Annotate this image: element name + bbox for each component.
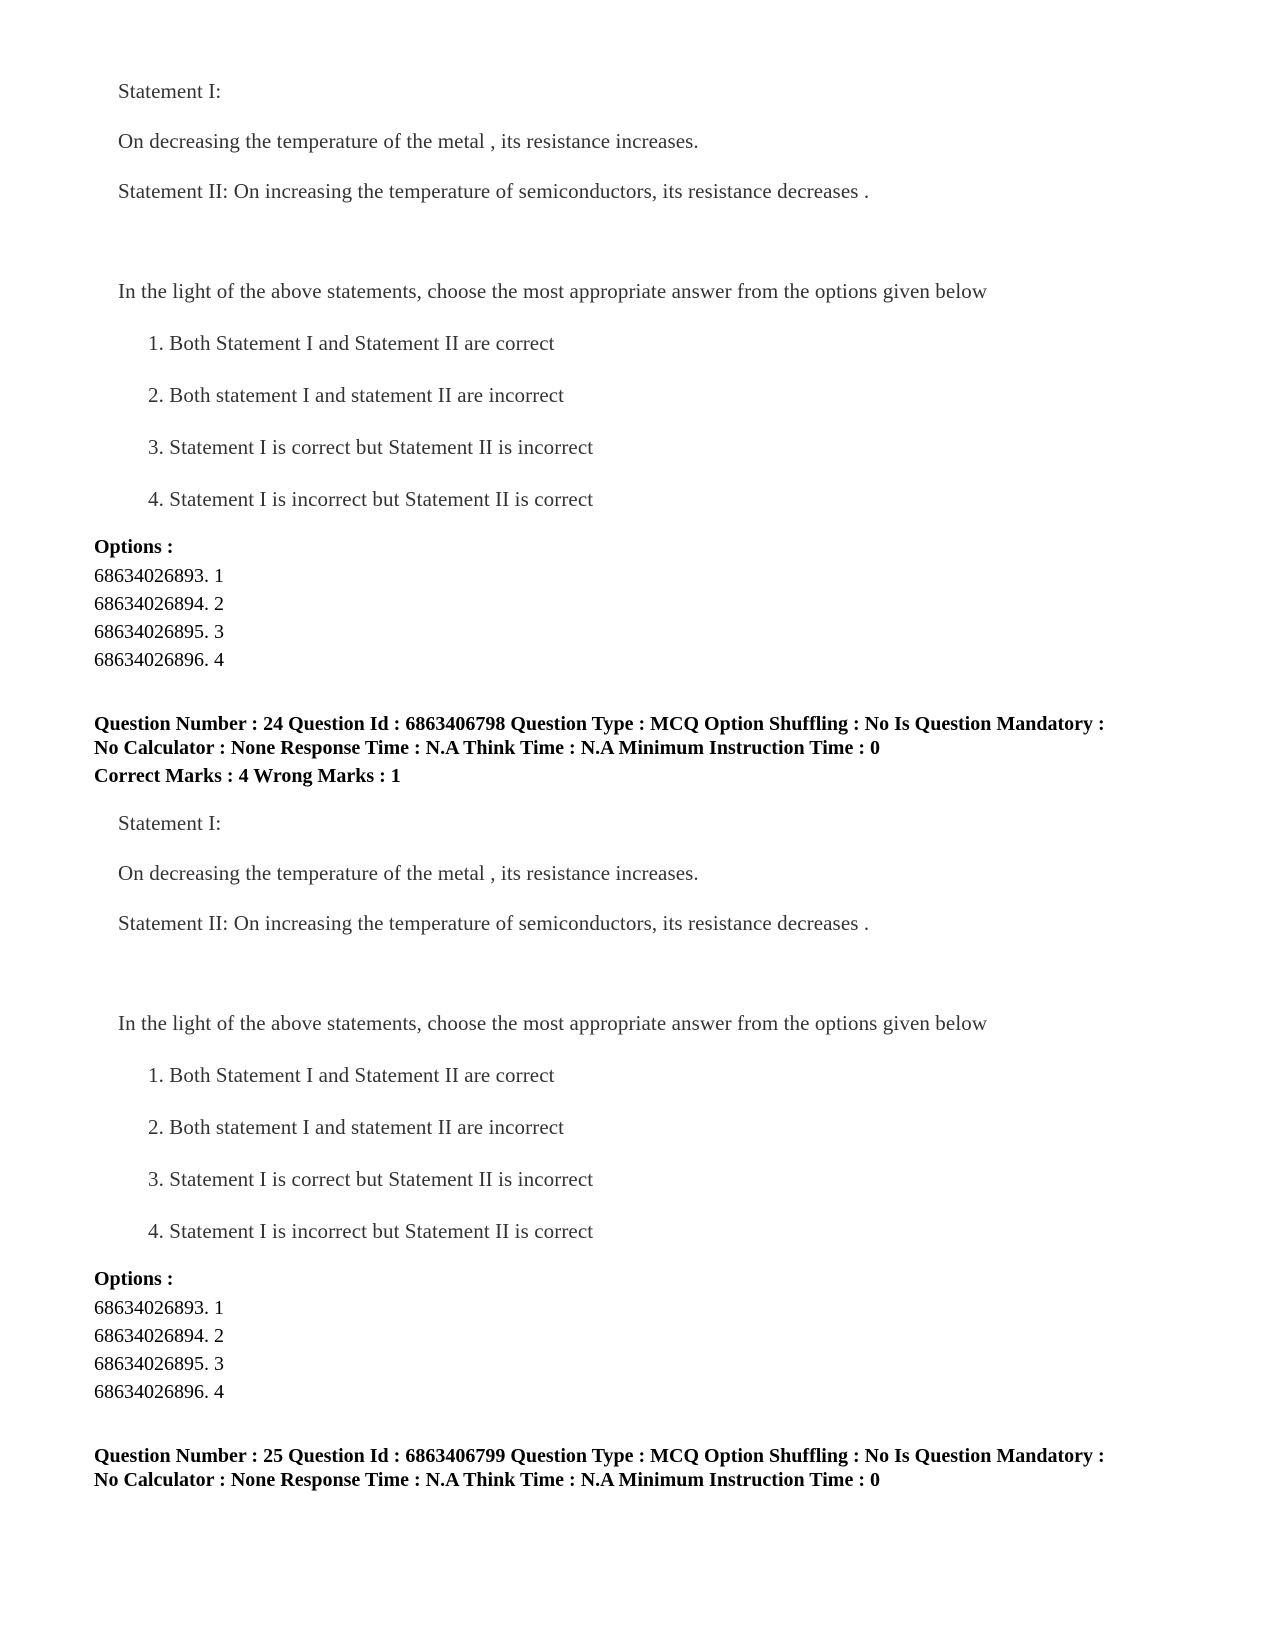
question-image-block-1 [118, 76, 1118, 516]
option-row: 68634026896. 4 [94, 1381, 224, 1403]
question-meta-line-2: No Calculator : None Response Time : N.A Think Time : N.A Minimum Instruction Time : 0 [94, 737, 880, 759]
choice-1: 1. Both Statement I and Statement II are correct [148, 331, 555, 355]
statement-i-label: Statement I: [118, 79, 222, 103]
question-prompt: In the light of the above statements, choose the most appropriate answer from the options given below [118, 1011, 988, 1035]
option-row: 68634026896. 4 [94, 649, 224, 671]
choice-4: 4. Statement I is incorrect but Statement II is correct [148, 1219, 594, 1243]
choice-1: 1. Both Statement I and Statement II are correct [148, 1063, 555, 1087]
statement-i-text: On decreasing the temperature of the metal , its resistance increases. [118, 129, 699, 153]
statement-ii-text: Statement II: On increasing the temperature of semiconductors, its resistance decreases . [118, 179, 870, 203]
statement-i-label: Statement I: [118, 811, 222, 835]
statement-i-text: On decreasing the temperature of the metal , its resistance increases. [118, 861, 699, 885]
question-prompt: In the light of the above statements, choose the most appropriate answer from the options given below [118, 279, 988, 303]
option-row: 68634026895. 3 [94, 1353, 224, 1375]
question-marks: Correct Marks : 4 Wrong Marks : 1 [94, 765, 401, 787]
question-meta-line-1: Question Number : 24 Question Id : 6863406798 Question Type : MCQ Option Shuffling : No Is Question Mandatory : [94, 713, 1105, 735]
option-row: 68634026893. 1 [94, 1297, 224, 1319]
choice-4: 4. Statement I is incorrect but Statement II is correct [148, 487, 594, 511]
choice-3: 3. Statement I is correct but Statement II is incorrect [148, 435, 594, 459]
options-heading: Options : [94, 1268, 174, 1290]
option-row: 68634026895. 3 [94, 621, 224, 643]
choice-3: 3. Statement I is correct but Statement II is incorrect [148, 1167, 594, 1191]
option-row: 68634026894. 2 [94, 1325, 224, 1347]
question-24-meta [94, 712, 1224, 788]
question-image-block-24 [118, 808, 1118, 1248]
choice-2: 2. Both statement I and statement II are incorrect [148, 1115, 565, 1139]
question-meta-line-2: No Calculator : None Response Time : N.A Think Time : N.A Minimum Instruction Time : 0 [94, 1469, 880, 1491]
statement-ii-text: Statement II: On increasing the temperature of semiconductors, its resistance decreases . [118, 911, 870, 935]
choice-2: 2. Both statement I and statement II are incorrect [148, 383, 565, 407]
question-meta-line-1: Question Number : 25 Question Id : 6863406799 Question Type : MCQ Option Shuffling : No Is Question Mandatory : [94, 1445, 1105, 1467]
option-row: 68634026894. 2 [94, 593, 224, 615]
question-25-meta [94, 1444, 1224, 1492]
option-row: 68634026893. 1 [94, 565, 224, 587]
options-heading: Options : [94, 536, 174, 558]
